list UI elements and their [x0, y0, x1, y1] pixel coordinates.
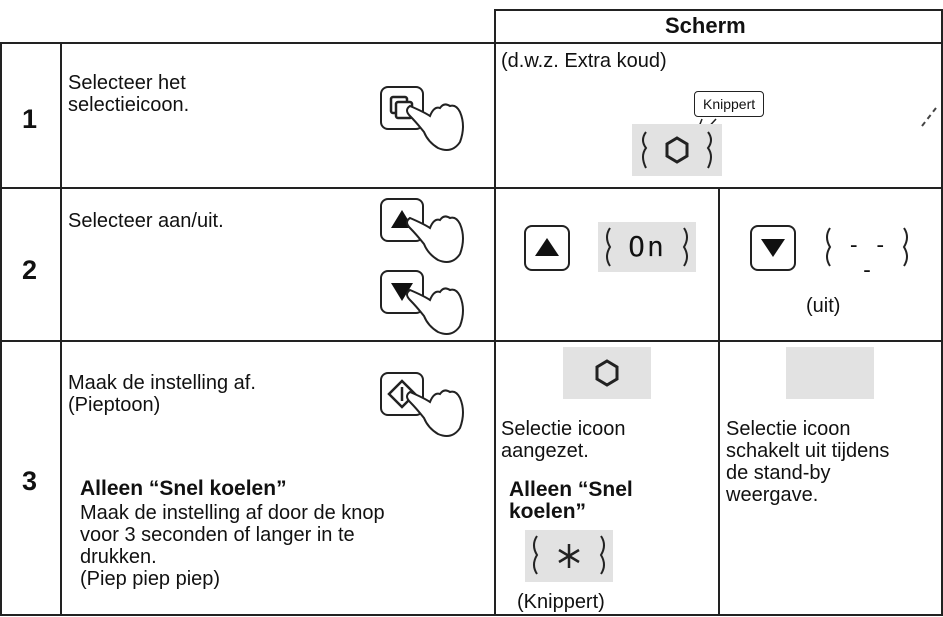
step-3-instruction: Maak de instelling af.: [68, 372, 256, 394]
table-top-border-header: [494, 9, 943, 11]
table-bottom-border: [0, 614, 943, 616]
screen-quick-cool-blink: (Knippert): [517, 591, 605, 613]
screen-icon-off-text: Selectie icoon schakelt uit tijdens de stand-by weergave.: [726, 418, 890, 506]
blink-callout: Knippert: [694, 91, 764, 117]
quick-cool-instruction: Maak de instelling af door de knop voor 3 seconden of langer in te drukken. (Piep piep piep): [80, 502, 385, 590]
lcd-off-display: [818, 222, 916, 283]
quick-cool-title: Alleen “Snel koelen”: [80, 477, 287, 500]
pointing-hand-icon: [380, 270, 480, 340]
down-button-press[interactable]: [380, 270, 480, 340]
screen-note-extra-cold: (d.w.z. Extra koud): [501, 50, 667, 72]
down-triangle-icon: [752, 227, 794, 269]
pointing-hand-icon: [380, 86, 480, 156]
step-number-1: 1: [22, 104, 38, 134]
lcd-snowflake-blinking: [525, 530, 613, 582]
pointing-hand-icon: [380, 198, 480, 268]
lcd-off-text: - - -: [847, 233, 887, 283]
row-divider-1: [0, 187, 943, 189]
select-button-press[interactable]: [380, 86, 480, 156]
up-button-press[interactable]: [380, 198, 480, 268]
table-left-border: [0, 42, 2, 616]
table-top-border: [0, 42, 943, 44]
step-number-3: 3: [22, 466, 38, 496]
up-triangle-icon: [526, 227, 568, 269]
lcd-icon-off-blank: [786, 347, 874, 399]
down-button-screen: [750, 225, 796, 271]
lcd-extra-cold-icon-blinking: [632, 124, 722, 176]
confirm-button-press[interactable]: [380, 372, 480, 442]
screen-split-divider: [718, 187, 720, 616]
hexagon-icon: [632, 124, 722, 176]
step-column-divider: [60, 42, 62, 616]
lcd-icon-on: [563, 347, 651, 399]
off-caption: (uit): [806, 295, 841, 317]
snowflake-icon: [525, 530, 613, 582]
step-1-instruction: Selecteer het selectieicoon.: [68, 72, 190, 116]
hexagon-icon: [563, 347, 651, 399]
screen-icon-on-text: Selectie icoon aangezet.: [501, 418, 626, 462]
step-number-2: 2: [22, 255, 38, 285]
lcd-on-display: [598, 222, 696, 272]
up-button-screen: [524, 225, 570, 271]
row-divider-2: [0, 340, 943, 342]
continuation-dashes: [918, 104, 940, 130]
step-3-beep-note: (Pieptoon): [68, 394, 161, 416]
step-2-instruction: Selecteer aan/uit.: [68, 210, 224, 232]
pointing-hand-icon: [380, 372, 480, 442]
screen-quick-cool-title: Alleen “Snel koelen”: [509, 478, 633, 523]
screen-column-divider: [494, 9, 496, 616]
lcd-on-text: On: [628, 230, 666, 263]
screen-column-header: Scherm: [665, 13, 746, 38]
